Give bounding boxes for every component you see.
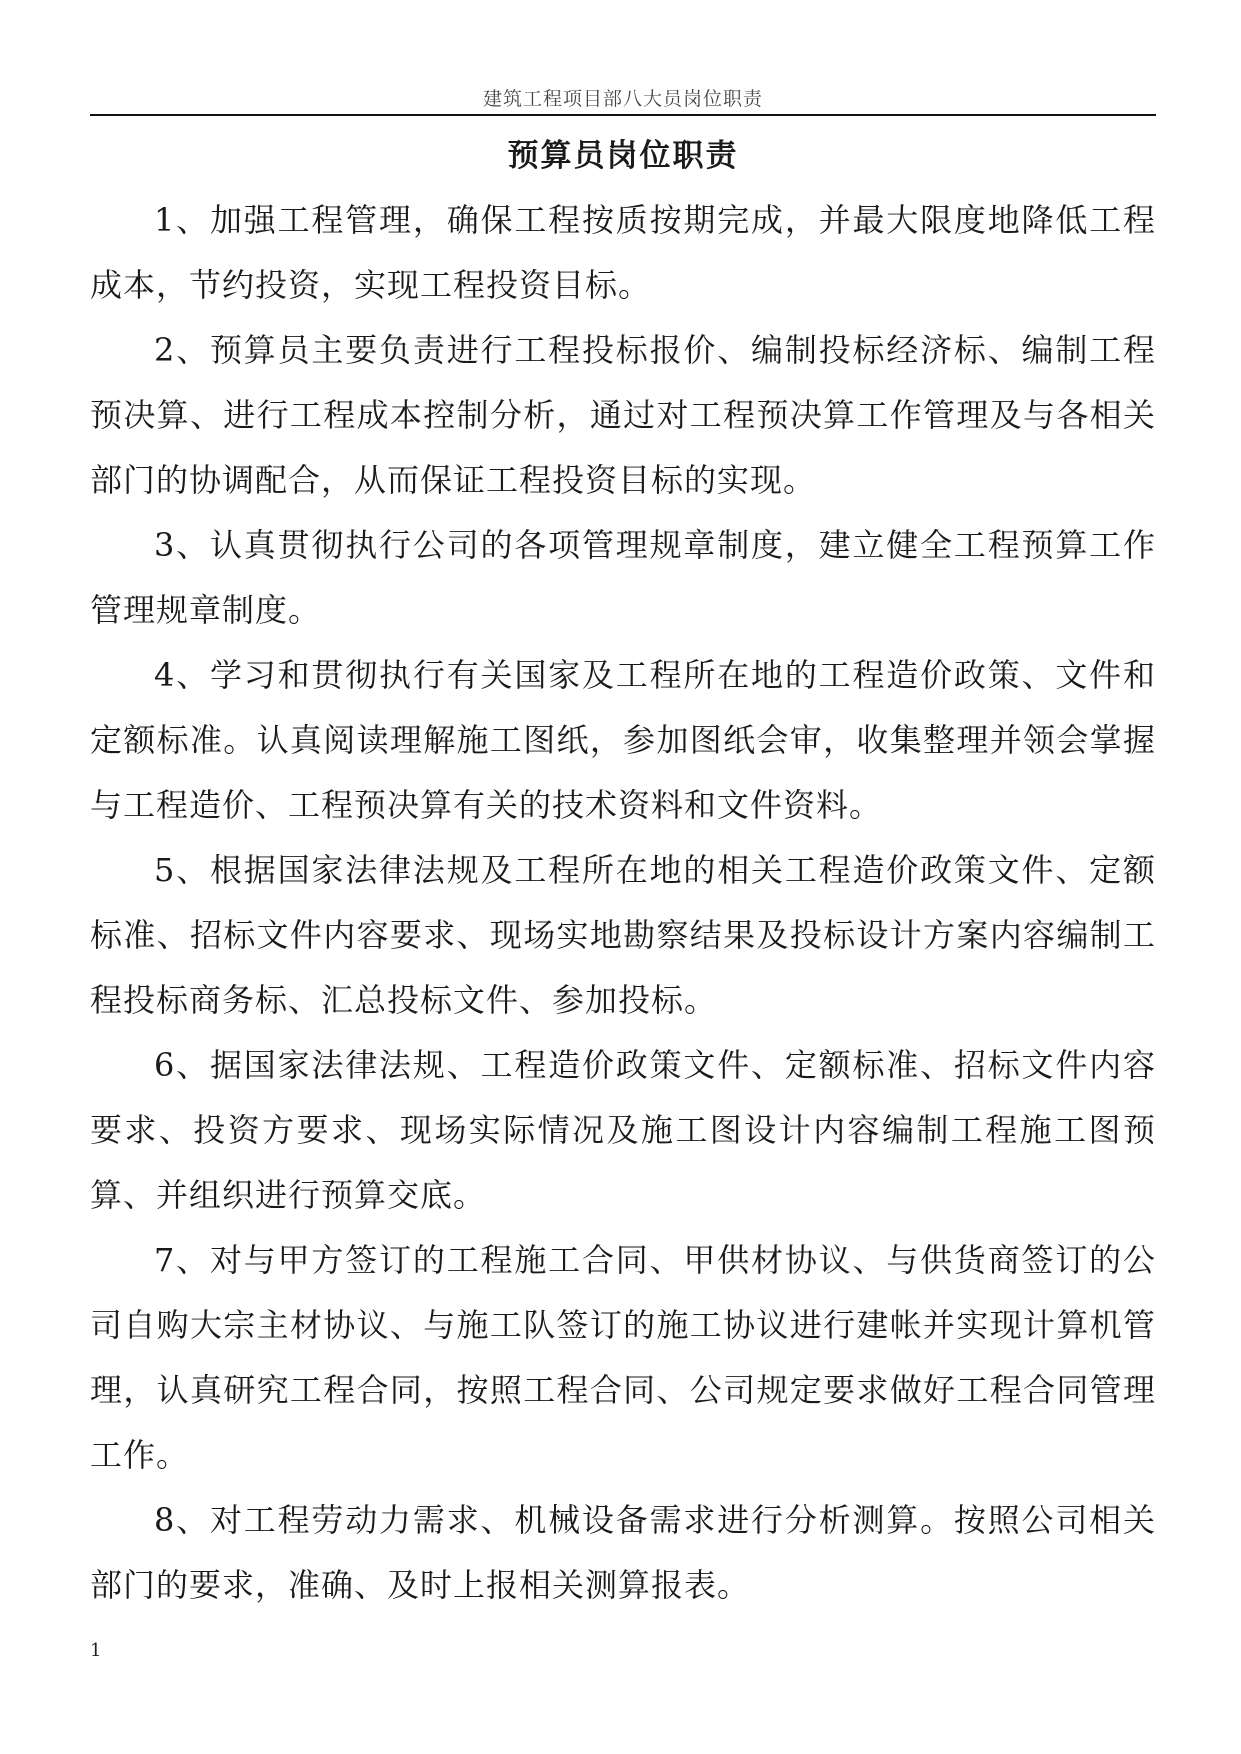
document-title: 预算员岗位职责 — [507, 138, 739, 174]
page-number: 1 — [90, 1640, 102, 1661]
running-header: 建筑工程项目部八大员岗位职责 — [482, 88, 763, 110]
paragraph-3: 3、认真贯彻执行公司的各项管理规章制度，建立健全工程预算工作管理规章制度。 — [90, 526, 1156, 629]
paragraph-2: 2、预算员主要负责进行工程投标报价、编制投标经济标、编制工程预决算、进行工程成本控制分析，通过对工程预决算工作管理及与各相关部门的协调配合，从而保证工程投资目标的实现。 — [90, 331, 1156, 499]
paragraph-8: 8、对工程劳动力需求、机械设备需求进行分析测算。按照公司相关部门的要求，准确、及时上报相关测算报表。 — [90, 1501, 1156, 1604]
paragraph-5: 5、根据国家法律法规及工程所在地的相关工程造价政策文件、定额标准、招标文件内容要求、现场实地勘察结果及投标设计方案内容编制工程投标商务标、汇总投标文件、参加投标。 — [90, 851, 1156, 1019]
paragraph-6: 6、据国家法律法规、工程造价政策文件、定额标准、招标文件内容要求、投资方要求、现场实际情况及施工图设计内容编制工程施工图预算、并组织进行预算交底。 — [90, 1046, 1156, 1214]
document-body — [90, 188, 1156, 1618]
paragraph-7: 7、对与甲方签订的工程施工合同、甲供材协议、与供货商签订的公司自购大宗主材协议、与施工队签订的施工协议进行建帐并实现计算机管理，认真研究工程合同，按照工程合同、公司规定要求做好工程合同管理工作。 — [90, 1241, 1156, 1474]
paragraph-1: 1、加强工程管理，确保工程按质按期完成，并最大限度地降低工程成本，节约投资，实现工程投资目标。 — [90, 201, 1156, 304]
paragraph-4: 4、学习和贯彻执行有关国家及工程所在地的工程造价政策、文件和定额标准。认真阅读理解施工图纸，参加图纸会审，收集整理并领会掌握与工程造价、工程预决算有关的技术资料和文件资料。 — [90, 656, 1156, 824]
header-divider — [90, 114, 1156, 116]
